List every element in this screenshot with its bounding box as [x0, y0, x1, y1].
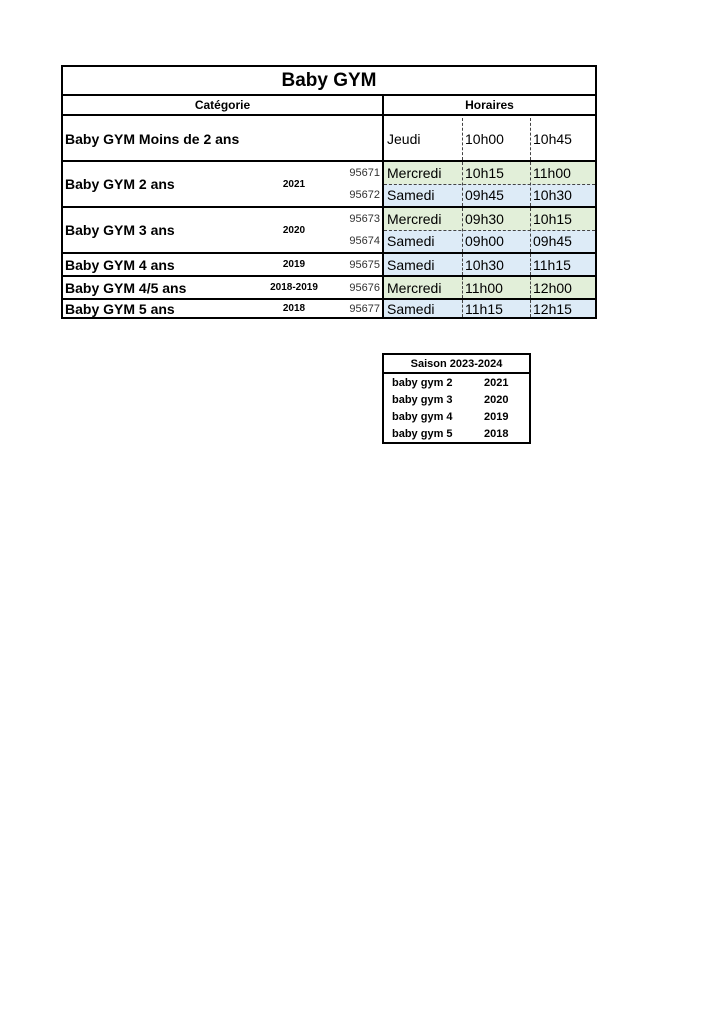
time-column-divider	[530, 300, 531, 317]
slot-divider	[384, 230, 595, 231]
season-year: 2019	[484, 411, 509, 423]
time-column-divider	[462, 300, 463, 317]
category-name: Baby GYM 5 ans	[65, 300, 175, 317]
time-column-divider	[530, 277, 531, 298]
course-code: 95674	[349, 235, 380, 247]
category-year	[258, 118, 330, 160]
time-column-divider	[462, 118, 463, 160]
category-name: Baby GYM 4/5 ans	[65, 279, 187, 296]
category-year: 2019	[282, 259, 306, 270]
time-column-divider	[462, 277, 463, 298]
day-cell: Samedi	[384, 184, 462, 206]
season-row	[384, 426, 529, 443]
season-year: 2018	[484, 428, 509, 440]
category-year: 2020	[282, 224, 306, 236]
start-time: 10h30	[462, 254, 530, 275]
end-time: 10h45	[533, 131, 572, 147]
time-column-divider	[462, 254, 463, 275]
time-column-divider	[462, 208, 463, 252]
category-year: 2021	[282, 178, 306, 190]
table-title: Baby GYM	[63, 67, 595, 96]
start-time: 09h30	[462, 208, 530, 230]
end-time: 12h00	[530, 277, 595, 298]
category-year: 2018	[282, 303, 306, 314]
start-time: 09h45	[462, 184, 530, 206]
start-time: 11h00	[462, 277, 530, 298]
day-cell: Samedi	[384, 254, 462, 275]
season-row	[384, 409, 529, 426]
course-code: 95671	[349, 167, 380, 179]
header-horaires: Horaires	[384, 96, 595, 116]
time-column-divider	[530, 162, 531, 206]
time-column-divider	[462, 162, 463, 206]
end-time: 10h30	[530, 184, 595, 206]
season-label: baby gym 3	[392, 394, 453, 406]
season-label: baby gym 4	[392, 411, 453, 423]
course-code: 95676	[349, 281, 380, 294]
end-time: 09h45	[530, 230, 595, 252]
season-label: baby gym 2	[392, 377, 453, 389]
start-time: 10h00	[465, 131, 504, 147]
end-time: 11h00	[530, 162, 595, 184]
day-cell: Mercredi	[384, 277, 462, 298]
end-time: 11h15	[530, 254, 595, 275]
day-cell: Mercredi	[384, 208, 462, 230]
season-row	[384, 375, 529, 392]
course-code: 95673	[349, 213, 380, 225]
day-cell: Jeudi	[387, 131, 421, 147]
course-code: 95672	[349, 189, 380, 201]
season-title: Saison 2023-2024	[384, 355, 529, 374]
day-cell: Mercredi	[384, 162, 462, 184]
season-year: 2020	[484, 394, 509, 406]
time-column-divider	[530, 118, 531, 160]
slot-divider	[384, 184, 595, 185]
season-year: 2021	[484, 377, 509, 389]
course-code: 95675	[349, 258, 380, 271]
day-cell: Samedi	[384, 300, 462, 317]
category-name: Baby GYM 4 ans	[65, 256, 175, 273]
category-year: 2018-2019	[270, 282, 318, 293]
time-column-divider	[530, 208, 531, 252]
category-name: Baby GYM 2 ans	[65, 176, 175, 192]
time-column-divider	[530, 254, 531, 275]
course-code	[333, 118, 381, 160]
season-table	[382, 353, 531, 444]
category-name: Baby GYM 3 ans	[65, 222, 175, 238]
category-name: Baby GYM Moins de 2 ans	[65, 131, 240, 147]
course-code: 95677	[349, 302, 380, 315]
schedule-table	[61, 65, 597, 319]
start-time: 09h00	[462, 230, 530, 252]
end-time: 12h15	[530, 300, 595, 317]
header-categorie: Catégorie	[63, 96, 382, 116]
season-label: baby gym 5	[392, 428, 453, 440]
end-time: 10h15	[530, 208, 595, 230]
start-time: 10h15	[462, 162, 530, 184]
season-row	[384, 392, 529, 409]
start-time: 11h15	[462, 300, 530, 317]
day-cell: Samedi	[384, 230, 462, 252]
